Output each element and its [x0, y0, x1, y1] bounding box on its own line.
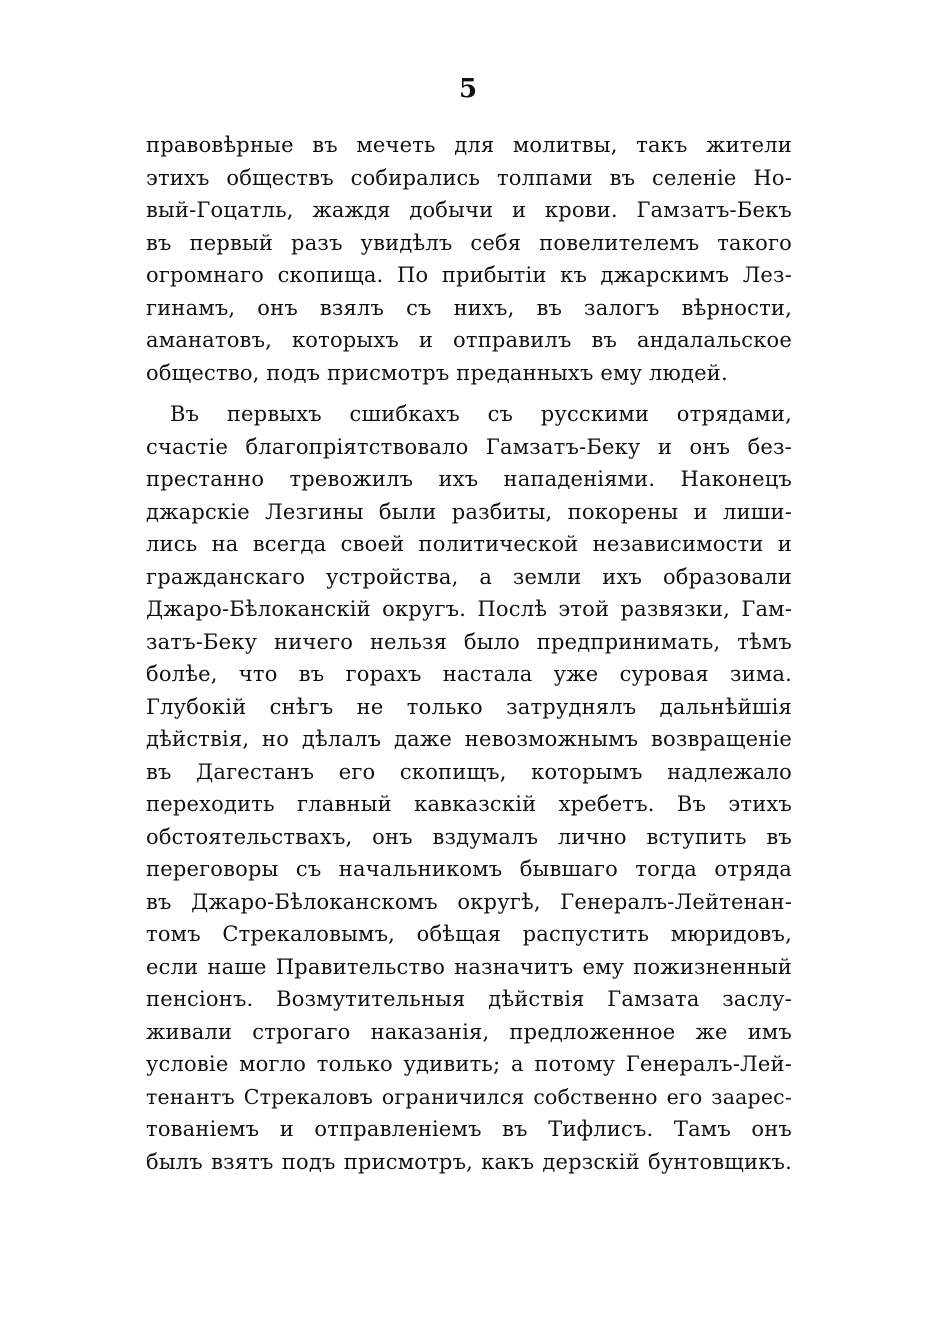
paragraph	[146, 129, 792, 389]
text-line: Глубокій снѣгъ не только затруднялъ дальнѣйшія	[146, 694, 792, 719]
text-line: условіе могло только удивить; а потому Генералъ-Лей-	[146, 1052, 792, 1076]
text-line: былъ взятъ подъ присмотръ, какъ дерзскій бунтовщикъ.	[146, 1149, 792, 1174]
text-line: гинамъ, онъ взялъ съ нихъ, въ залогъ вѣрности,	[146, 295, 792, 320]
text-line: счастіе благопріятствовало Гамзатъ-Беку и онъ без-	[146, 434, 792, 459]
page-number: 5	[458, 74, 478, 104]
text-line: въ Дагестанъ его скопищъ, которымъ надлежало	[146, 759, 792, 784]
text-line: тованіемъ и отправленіемъ въ Тифлисъ. Тамъ онъ	[146, 1117, 792, 1141]
text-line: аманатовъ, которыхъ и отправилъ въ андалальское	[146, 328, 792, 352]
text-line: въ Джаро-Бѣлоканскомъ округѣ, Генералъ-Лейтенан-	[146, 889, 792, 914]
text-line: дѣйствія, но дѣлалъ даже невозможнымъ возвращеніе	[146, 727, 792, 751]
paragraph	[146, 398, 792, 1178]
text-line: правовѣрные въ мечеть для молитвы, такъ жители	[146, 133, 792, 157]
text-line: тенантъ Стрекаловъ ограничился собственно его заарес-	[146, 1084, 792, 1109]
text-line: живали строгаго наказанія, предложенное же имъ	[146, 1019, 792, 1044]
text-line: гражданскаго устройства, а земли ихъ образовали	[146, 564, 792, 589]
text-line: въ первый разъ увидѣлъ себя повелителемъ такого	[146, 230, 792, 255]
text-line: Въ первыхъ сшибкахъ съ русскими отрядами,	[170, 402, 792, 426]
text-line: Джаро-Бѣлоканскій округъ. Послѣ этой развязки, Гам-	[146, 597, 792, 621]
text-line: переходить главный кавказскій хребетъ. Въ этихъ	[146, 792, 792, 816]
text-line: обстоятельствахъ, онъ вздумалъ лично вступить въ	[146, 824, 792, 849]
text-line: общество, подъ присмотръ преданныхъ ему людей.	[146, 360, 728, 385]
body-text	[146, 129, 792, 1178]
text-line: престанно тревожилъ ихъ нападеніями. Наконецъ	[146, 467, 792, 491]
paragraph-gap	[146, 389, 792, 398]
text-line: болѣе, что въ горахъ настала уже суровая зима.	[146, 662, 792, 686]
text-line: лись на всегда своей политической независимости и	[146, 532, 792, 556]
text-line: этихъ обществъ собирались толпами въ селеніе Но-	[146, 165, 792, 190]
text-line: огромнаго скопища. По прибытіи къ джарскимъ Лез-	[146, 263, 792, 287]
text-line: джарскіе Лезгины были разбиты, покорены и лиши-	[146, 499, 792, 524]
text-line: если наше Правительство назначитъ ему пожизненный	[146, 954, 792, 979]
text-line: переговоры съ начальникомъ бывшаго тогда отряда	[146, 857, 792, 881]
text-line: томъ Стрекаловымъ, обѣщая распустить мюридовъ,	[146, 922, 792, 946]
text-line: пенсіонъ. Возмутительныя дѣйствія Гамзата заслу-	[146, 987, 792, 1011]
text-line: вый-Гоцатль, жаждя добычи и крови. Гамзатъ-Бекъ	[146, 198, 792, 222]
text-line: затъ-Беку ничего нельзя было предпринимать, тѣмъ	[146, 629, 792, 654]
